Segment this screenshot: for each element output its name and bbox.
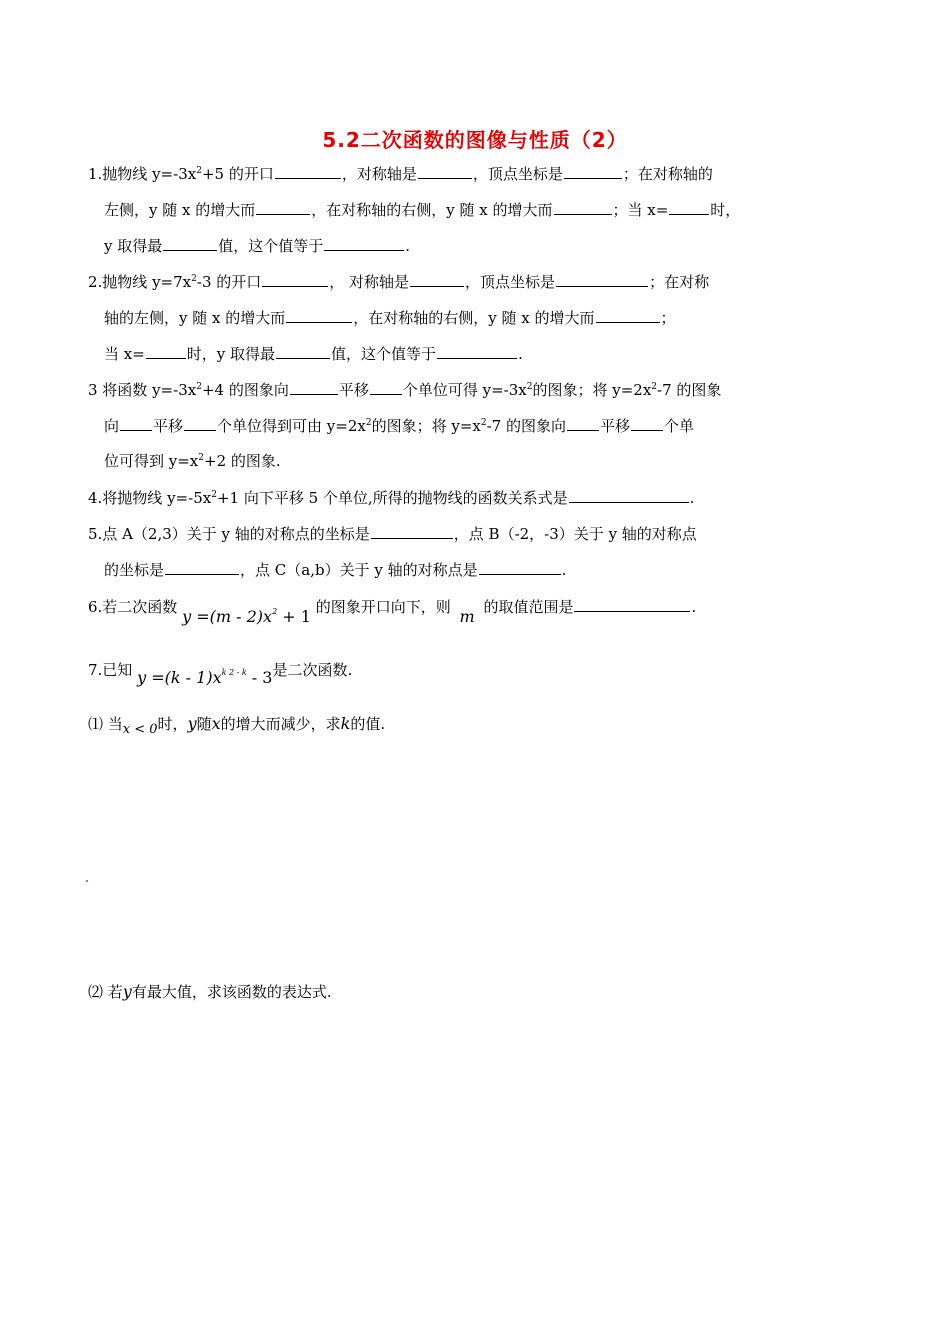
- answer-blank[interactable]: [564, 163, 622, 179]
- q7-text: 是二次函数.: [272, 661, 353, 679]
- answer-blank[interactable]: [324, 235, 404, 251]
- exponent: 2: [651, 382, 658, 392]
- answer-blank[interactable]: [370, 379, 402, 395]
- answer-blank[interactable]: [184, 415, 216, 431]
- q6-text: 的图象开口向下，则: [315, 598, 451, 616]
- q2-text: 时，y 取得最: [186, 345, 276, 363]
- answer-blank[interactable]: [275, 163, 341, 179]
- variable-x: x: [211, 714, 221, 733]
- sub-question-1: [88, 714, 385, 736]
- page-title: 5.2二次函数的图像与性质（2）: [322, 128, 628, 152]
- answer-blank[interactable]: [371, 523, 453, 539]
- sub1-text: ⑴ 当: [88, 715, 123, 733]
- q6-text: 的取值范围是: [483, 598, 574, 616]
- q2-line-1: [88, 271, 709, 292]
- q2-text: ，在对称轴的右侧，y 随 x 的增大而: [353, 309, 595, 327]
- q1-text: ，在对称轴的右侧，y 随 x 的增大而: [311, 201, 553, 219]
- q7-formula: [137, 668, 272, 687]
- q3-text: -7 的图象: [657, 381, 722, 399]
- q1-text: 时，: [710, 201, 741, 219]
- q2-text: ；在对称: [649, 273, 710, 291]
- answer-blank[interactable]: [286, 307, 352, 323]
- q1-text: ；当 x=: [612, 201, 669, 219]
- q3-text: 位可得到 y=x: [104, 452, 199, 470]
- q1-line-3: [104, 235, 410, 256]
- exponent: 2: [365, 418, 372, 428]
- exponent: 2: [198, 453, 205, 463]
- q3-text: 的图象；将 y=x: [371, 417, 481, 435]
- q1-text: y 取得最: [104, 237, 163, 255]
- exponent: 2: [211, 490, 217, 500]
- answer-blank[interactable]: [596, 307, 660, 323]
- formula-text: + 1: [277, 607, 311, 626]
- q5-text: ，点 B（-2，-3）关于 y 轴的对称点: [453, 525, 697, 543]
- variable-y: y: [187, 714, 197, 733]
- answer-blank[interactable]: [479, 559, 561, 575]
- q4-line: [88, 487, 694, 508]
- q4-text: .: [689, 489, 695, 507]
- q6-text: 6.若二次函数: [88, 598, 178, 616]
- answer-blank[interactable]: [437, 343, 517, 359]
- answer-blank[interactable]: [418, 163, 472, 179]
- q1-text: 左侧，y 随 x 的增大而: [104, 201, 256, 219]
- q1-text: ；在对称轴的: [622, 165, 713, 183]
- q3-text: +2 的图象.: [204, 452, 281, 470]
- q1-text: ，对称轴是: [341, 165, 417, 183]
- answer-blank[interactable]: [574, 596, 690, 612]
- q3-text: 3 将函数 y=-3x: [88, 381, 197, 399]
- q2-text: 轴的左侧，y 随 x 的增大而: [104, 309, 286, 327]
- answer-blank[interactable]: [163, 235, 217, 251]
- answer-blank[interactable]: [146, 343, 186, 359]
- q3-text: 平移: [338, 381, 369, 399]
- q5-text: ，点 C（a,b）关于 y 轴的对称点是: [240, 561, 478, 579]
- formula-text: y =(k - 1)x: [137, 668, 222, 687]
- q6-line: [88, 596, 697, 626]
- exponent: 2: [526, 382, 533, 392]
- q2-text: 2.抛物线 y=7x: [88, 273, 192, 291]
- exponent: 2: [196, 166, 202, 176]
- q3-text: 向: [104, 417, 120, 435]
- q2-text: ，顶点坐标是: [465, 273, 556, 291]
- q3-text: 个单位可得 y=-3x: [402, 381, 527, 399]
- q4-text: 4.将抛物线 y=-5x: [88, 489, 212, 507]
- q3-text: +4 的图象向: [201, 381, 289, 399]
- formula-text: - 3: [246, 668, 273, 687]
- sub1-text: 的增大而减少，求: [220, 715, 341, 733]
- sub-question-2: [88, 982, 332, 1002]
- q4-text: +1 向下平移 5 个单位,所得的抛物线的函数关系式是: [216, 489, 568, 507]
- answer-blank[interactable]: [554, 199, 612, 215]
- q6-formula: [182, 607, 311, 626]
- q7-text: 7.已知: [88, 661, 133, 679]
- q3-line-1: [88, 379, 721, 400]
- q3-text: 平移: [600, 417, 631, 435]
- q1-text: +5 的开口: [201, 165, 274, 183]
- q3-text: 个单: [664, 417, 695, 435]
- q5-line-1: [88, 523, 697, 544]
- sub2-text: ⑵ 若: [88, 983, 123, 1001]
- q2-line-3: [104, 343, 523, 364]
- sub1-text: 的值.: [350, 715, 386, 733]
- sub1-text: 随: [196, 715, 212, 733]
- q3-text: -7 的图象向: [486, 417, 566, 435]
- answer-blank[interactable]: [569, 487, 689, 503]
- q5-text: .: [561, 561, 567, 579]
- exponent: 2: [272, 607, 278, 616]
- q3-line-3: [104, 451, 281, 471]
- q2-text: ， 对称轴是: [329, 273, 410, 291]
- exponent: k 2 - k: [221, 668, 247, 677]
- q1-text: .: [405, 237, 411, 255]
- condition: x < 0: [122, 722, 158, 737]
- sub2-text: 有最大值，求该函数的表达式.: [131, 983, 332, 1001]
- q1-line-2: [104, 199, 740, 220]
- q2-text: ；: [660, 309, 676, 327]
- answer-blank[interactable]: [120, 415, 152, 431]
- variable-k: k: [340, 714, 351, 733]
- answer-blank[interactable]: [276, 343, 330, 359]
- exponent: 2: [191, 274, 197, 284]
- variable-m: m: [459, 607, 475, 626]
- answer-blank[interactable]: [631, 415, 663, 431]
- variable-y: y: [122, 982, 132, 1001]
- q2-line-2: [104, 307, 676, 328]
- q1-line-1: [88, 163, 713, 184]
- q2-text: -3 的开口: [196, 273, 262, 291]
- exponent: 2: [480, 418, 487, 428]
- q7-line: [88, 660, 353, 687]
- q5-line-2: [104, 559, 566, 580]
- answer-blank[interactable]: [410, 271, 464, 287]
- stray-dot: [86, 880, 88, 882]
- answer-blank[interactable]: [669, 199, 709, 215]
- q1-text: 1.抛物线 y=-3x: [88, 165, 197, 183]
- q3-line-2: [104, 415, 694, 436]
- q3-text: 个单位得到可由 y=2x: [217, 417, 366, 435]
- answer-blank[interactable]: [262, 271, 328, 287]
- answer-blank[interactable]: [165, 559, 239, 575]
- q6-text: .: [691, 598, 697, 616]
- q3-text: 平移: [153, 417, 184, 435]
- answer-blank[interactable]: [256, 199, 310, 215]
- q5-text: 的坐标是: [104, 561, 165, 579]
- sub1-text: 时，: [157, 715, 188, 733]
- q3-text: 的图象；将 y=2x: [532, 381, 652, 399]
- answer-blank[interactable]: [556, 271, 648, 287]
- q2-text: 当 x=: [104, 345, 145, 363]
- q2-text: 值，这个值等于: [331, 345, 437, 363]
- q1-text: ，顶点坐标是: [472, 165, 563, 183]
- q2-text: .: [518, 345, 523, 363]
- q1-text: 值，这个值等于: [218, 237, 324, 255]
- answer-blank[interactable]: [290, 379, 338, 395]
- formula-text: y =(m - 2)x: [182, 607, 273, 626]
- answer-blank[interactable]: [567, 415, 599, 431]
- q5-text: 5.点 A（2,3）关于 y 轴的对称点的坐标是: [88, 525, 370, 543]
- exponent: 2: [196, 382, 202, 392]
